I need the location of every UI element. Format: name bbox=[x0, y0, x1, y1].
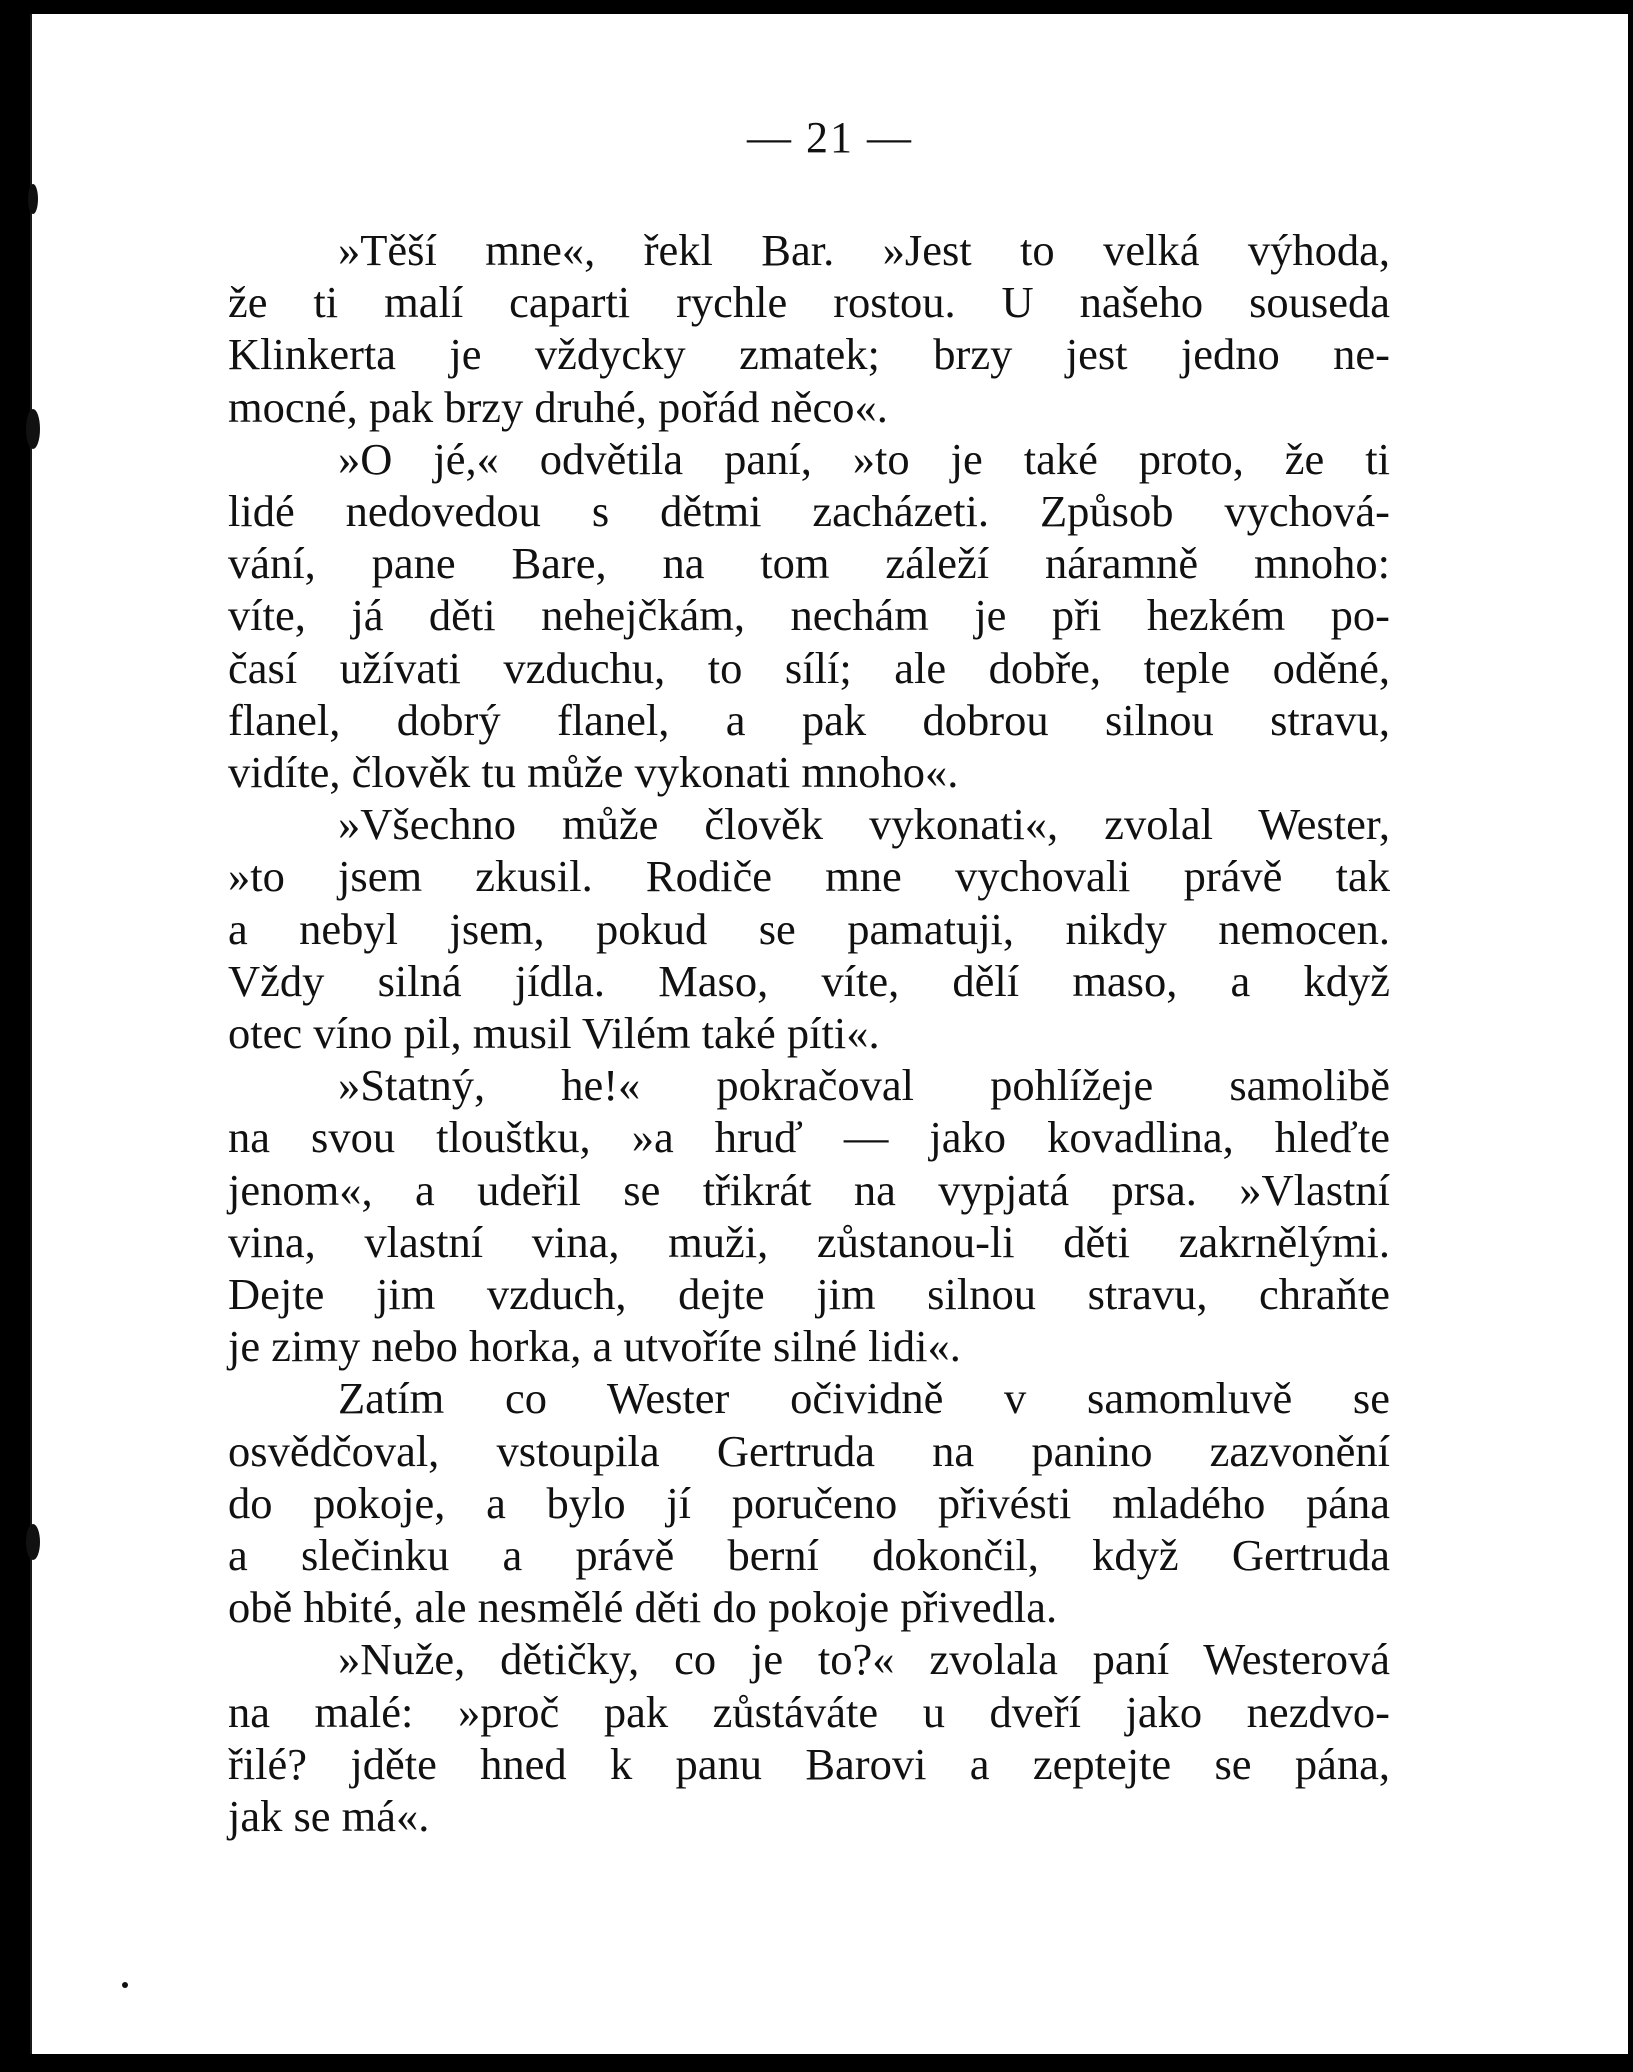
text-line: otec víno pil, musil Vilém také píti«. bbox=[228, 1008, 880, 1059]
text-line: Vždy silná jídla. Maso, víte, dělí maso, a když bbox=[228, 955, 1390, 1006]
text-line: »Statný, he!« pokračoval pohlížeje samolibě bbox=[338, 1060, 1390, 1111]
page-number: — 21 — bbox=[747, 113, 913, 162]
text-line: Klinkerta je vždycky zmatek; brzy jest jedno ne- bbox=[228, 329, 1390, 380]
scan-speck bbox=[26, 409, 40, 449]
text-line: osvědčoval, vstoupila Gertruda na panino zazvonění bbox=[228, 1425, 1390, 1476]
text-line: Dejte jim vzduch, dejte jim silnou stravu, chraňte bbox=[228, 1269, 1390, 1320]
text-line: časí užívati vzduchu, to sílí; ale dobře, teple oděné, bbox=[228, 642, 1390, 693]
text-line: jenom«, a udeřil se třikrát na vypjatá prsa. »Vlastní bbox=[228, 1164, 1390, 1215]
text-line: Zatím co Wester očividně v samomluvě se bbox=[338, 1373, 1390, 1424]
text-line: lidé nedovedou s dětmi zacházeti. Způsob vychová- bbox=[228, 486, 1390, 537]
text-line: víte, já děti nehejčkám, nechám je při hezkém po- bbox=[228, 590, 1390, 641]
text-body bbox=[228, 224, 1390, 1842]
text-line: a nebyl jsem, pokud se pamatuji, nikdy nemocen. bbox=[228, 903, 1390, 954]
text-line: »Všechno může člověk vykonati«, zvolal Wester, bbox=[338, 799, 1390, 850]
scan-speck bbox=[28, 184, 38, 214]
text-line: řilé? jděte hned k panu Barovi a zeptejte se pána, bbox=[228, 1738, 1390, 1789]
text-line: »O jé,« odvětila paní, »to je také proto, že ti bbox=[338, 433, 1390, 484]
text-line: do pokoje, a bylo jí poručeno přivésti mladého pána bbox=[228, 1477, 1390, 1528]
text-line: mocné, pak brzy druhé, pořád něco«. bbox=[228, 381, 888, 432]
paragraph bbox=[228, 1372, 1390, 1633]
paragraph bbox=[228, 1059, 1390, 1372]
text-line: »Těší mne«, řekl Bar. »Jest to velká výhoda, bbox=[338, 225, 1390, 275]
text-line: flanel, dobrý flanel, a pak dobrou silnou stravu, bbox=[228, 694, 1390, 745]
text-line: vina, vlastní vina, muži, zůstanou-li děti zakrnělými. bbox=[228, 1216, 1390, 1267]
text-line: je zimy nebo horka, a utvoříte silné lidi«. bbox=[228, 1321, 961, 1372]
text-line: na svou tlouštku, »a hruď — jako kovadlina, hleďte bbox=[228, 1112, 1390, 1163]
text-line: jak se má«. bbox=[228, 1791, 430, 1842]
book-page bbox=[30, 14, 1628, 2054]
text-line: že ti malí caparti rychle rostou. U našeho souseda bbox=[228, 277, 1390, 328]
text-line: »Nuže, dětičky, co je to?« zvolala paní Westerová bbox=[338, 1634, 1390, 1685]
paragraph bbox=[228, 798, 1390, 1059]
text-line: obě hbité, ale nesmělé děti do pokoje přivedla. bbox=[228, 1582, 1058, 1633]
paragraph bbox=[228, 224, 1390, 433]
text-line: a slečinku a právě berní dokončil, když Gertruda bbox=[228, 1530, 1390, 1581]
text-line: »to jsem zkusil. Rodiče mne vychovali právě tak bbox=[228, 851, 1390, 902]
text-line: na malé: »proč pak zůstáváte u dveří jako nezdvo- bbox=[228, 1686, 1390, 1737]
text-line: vidíte, člověk tu může vykonati mnoho«. bbox=[228, 747, 959, 798]
paragraph bbox=[228, 433, 1390, 798]
scan-speck bbox=[122, 1982, 128, 1988]
scan-speck bbox=[26, 1524, 40, 1560]
text-line: vání, pane Bare, na tom záleží náramně mnoho: bbox=[228, 538, 1390, 589]
paragraph bbox=[228, 1633, 1390, 1842]
